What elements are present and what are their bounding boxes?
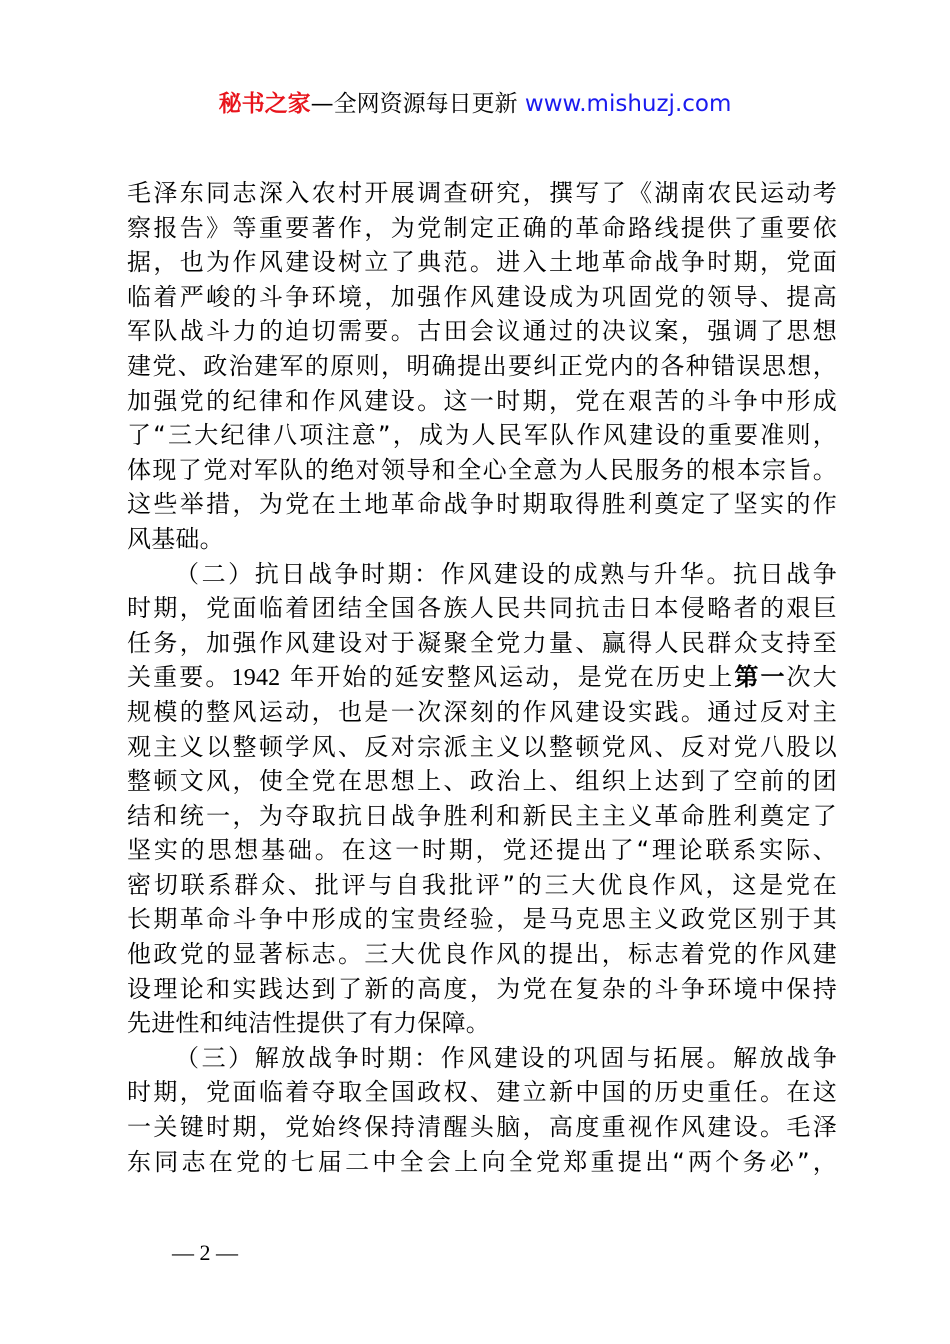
body-line: 观主义以整顿学风、反对宗派主义以整顿党风、反对党八股以 — [127, 732, 837, 761]
body-line: 结和统一，为夺取抗日战争胜利和新民主主义革命胜利奠定了 — [127, 801, 837, 830]
body-line: 临着严峻的斗争环境，加强作风建设成为巩固党的领导、提高 — [127, 282, 837, 311]
body-line: 整顿文风，使全党在思想上、政治上、组织上达到了空前的团 — [127, 767, 837, 796]
section-heading-2: （二）抗日战争时期：作风建设的成熟与升华。抗日战争 — [175, 559, 837, 588]
site-url[interactable]: www.mishuzj.com — [524, 91, 732, 117]
body-line: 军队战斗力的迫切需要。古田会议通过的决议案，强调了思想 — [127, 317, 837, 346]
body-line: 密切联系群众、批评与自我批评”的三大优良作风，这是党在 — [127, 870, 837, 899]
line-segment: 关重要。 — [127, 663, 232, 692]
body-line: 体现了党对军队的绝对领导和全心全意为人民服务的根本宗旨。 — [127, 455, 837, 484]
body-line-with-year — [127, 660, 837, 695]
year-number: 1942 — [231, 665, 281, 692]
line-segment: 次大 — [786, 663, 838, 692]
body-line: 设理论和实践达到了新的高度，为党在复杂的斗争环境中保持 — [127, 974, 837, 1003]
page-number: — 2 — — [172, 1240, 238, 1265]
body-line: 他政党的显著标志。三大优良作风的提出，标志着党的作风建 — [127, 940, 837, 969]
body-line: 加强党的纪律和作风建设。这一时期，党在艰苦的斗争中形成 — [127, 386, 837, 415]
site-header — [0, 88, 950, 120]
header-tagline: —全网资源每日更新 — [310, 91, 525, 117]
body-line: 察报告》等重要著作，为党制定正确的革命路线提供了重要依 — [127, 213, 837, 242]
bold-emphasis: 第一 — [734, 663, 787, 692]
body-line-paragraph-end: 风基础。 — [127, 524, 224, 553]
body-line: 据，也为作风建设树立了典范。进入土地革命战争时期，党面 — [127, 248, 837, 277]
body-line: 这些举措，为党在土地革命战争时期取得胜利奠定了坚实的作 — [127, 490, 837, 519]
body-line: 一关键时期，党始终保持清醒头脑，高度重视作风建设。毛泽 — [127, 1113, 837, 1142]
body-line: 规模的整风运动，也是一次深刻的作风建设实践。通过反对主 — [127, 697, 837, 726]
body-line: 时期，党面临着夺取全国政权、建立新中国的历史重任。在这 — [127, 1078, 837, 1107]
section-heading-3: （三）解放战争时期：作风建设的巩固与拓展。解放战争 — [175, 1043, 837, 1072]
body-line: 时期，党面临着团结全国各族人民共同抗击日本侵略者的艰巨 — [127, 594, 837, 623]
body-line: 建党、政治建军的原则，明确提出要纠正党内的各种错误思想， — [127, 351, 837, 380]
body-line: 坚实的思想基础。在这一时期，党还提出了“理论联系实际、 — [127, 836, 837, 865]
line-segment: 年开始的延安整风运动，是党在历史上 — [280, 663, 735, 692]
document-body — [127, 176, 837, 1179]
body-line: 任务，加强作风建设对于凝聚全党力量、赢得人民群众支持至 — [127, 628, 837, 657]
brand-name: 秘书之家 — [218, 91, 311, 117]
body-line: 东同志在党的七届二中全会上向全党郑重提出“两个务必”， — [127, 1147, 837, 1176]
body-line: 了“三大纪律八项注意”，成为人民军队作风建设的重要准则， — [127, 421, 837, 450]
body-line: 长期革命斗争中形成的宝贵经验，是马克思主义政党区别于其 — [127, 905, 837, 934]
body-line-paragraph-end: 先进性和纯洁性提供了有力保障。 — [127, 1009, 490, 1038]
body-line: 毛泽东同志深入农村开展调查研究，撰写了《湖南农民运动考 — [127, 179, 837, 207]
